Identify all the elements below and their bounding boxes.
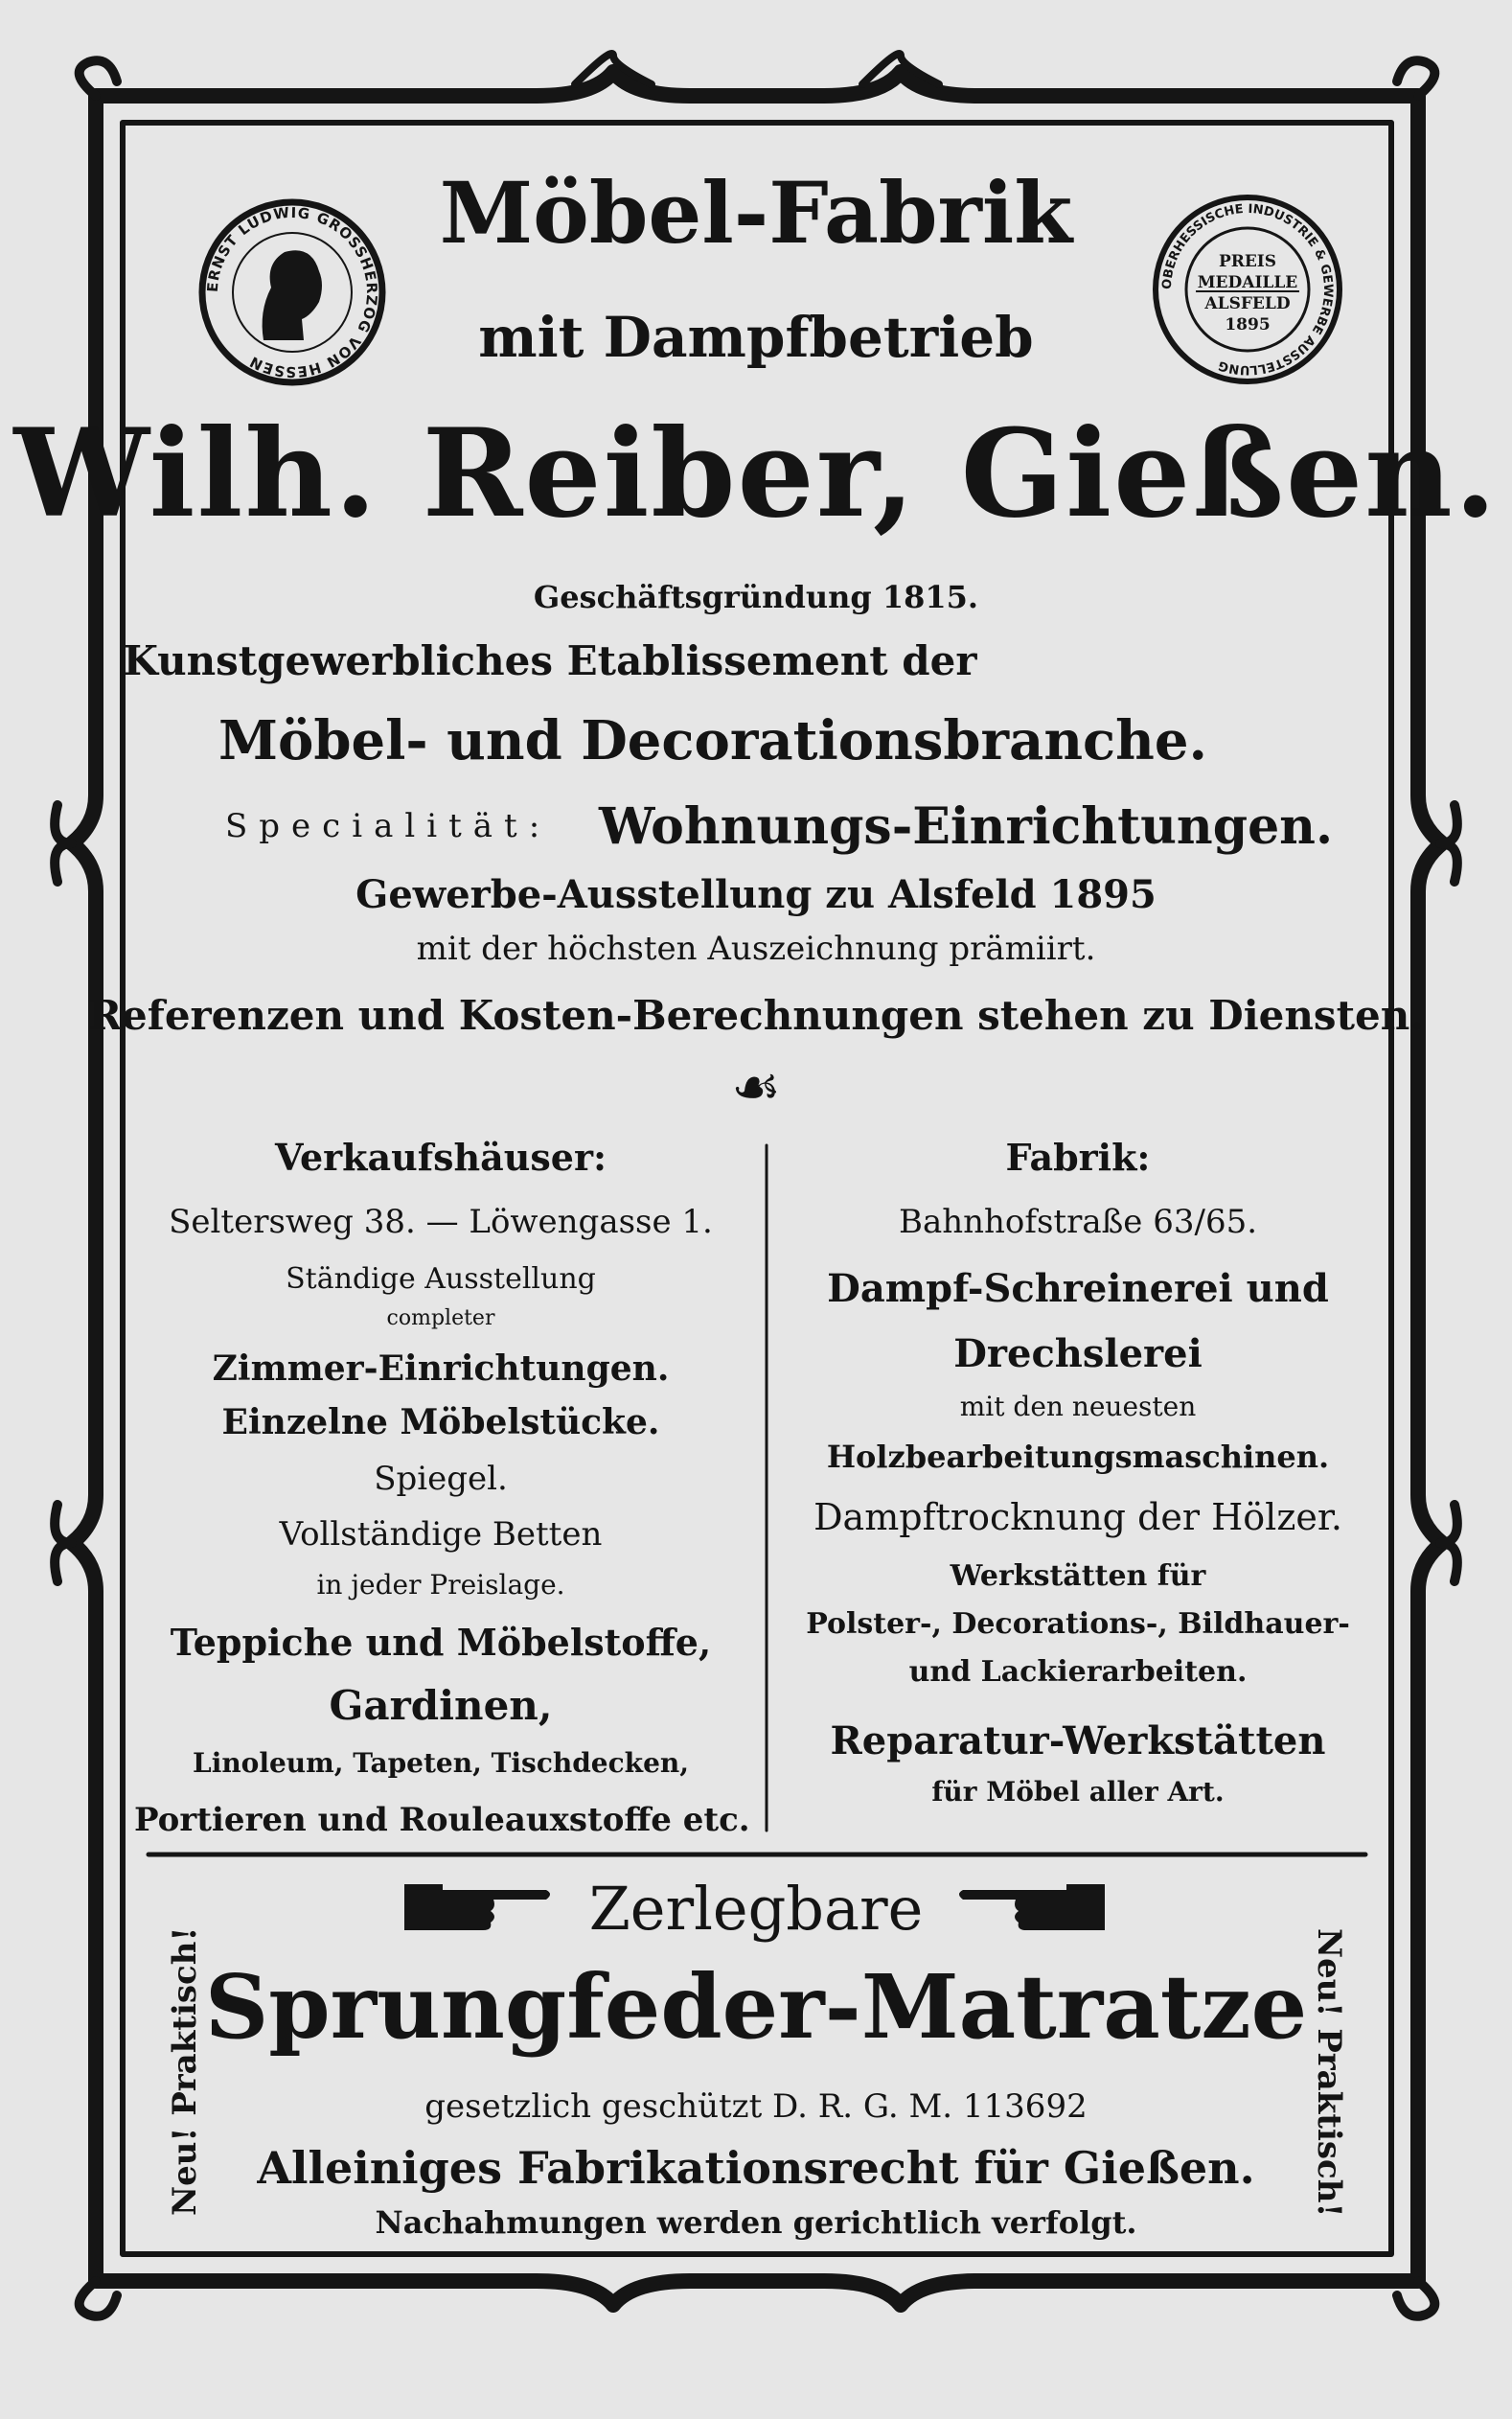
- factory-heading: Fabrik:: [1005, 1136, 1151, 1179]
- patent-line: gesetzlich geschützt D. R. G. M. 113692: [424, 2087, 1088, 2126]
- left-line-7: in jeder Preislage.: [316, 1569, 565, 1601]
- medal-line-3: ALSFELD: [1204, 294, 1291, 313]
- left-line-3: Zimmer-Einrichtungen.: [212, 1348, 670, 1389]
- factory-address: Bahnhofstraße 63/65.: [898, 1203, 1258, 1241]
- medal-line-2: MEDAILLE: [1197, 273, 1298, 292]
- left-line-9: Gardinen,: [329, 1682, 553, 1729]
- ornament-icon: ☙: [731, 1054, 781, 1119]
- right-line-2: Drechslerei: [953, 1331, 1203, 1376]
- right-line-6: Werkstätten für: [950, 1559, 1206, 1593]
- rights-line: Alleiniges Fabrikationsrecht für Gießen.: [257, 2142, 1255, 2194]
- company-name: Wilh. Reiber, Gießen.: [13, 403, 1499, 544]
- factory-column: [776, 1136, 1380, 1824]
- founded-line: Geschäftsgründung 1815.: [533, 579, 979, 615]
- left-line-5: Spiegel.: [374, 1460, 508, 1498]
- references-line: Referenzen und Kosten-Berechnungen stehen zu Diensten.: [88, 992, 1424, 1039]
- sales-houses-heading: Verkaufshäuser:: [274, 1136, 607, 1179]
- right-line-10: für Möbel aller Art.: [931, 1776, 1225, 1808]
- right-line-7: Polster-, Decorations-, Bildhauer-: [806, 1607, 1350, 1641]
- zerlegbare-line: Zerlegbare: [588, 1874, 924, 1944]
- side-text-right: Neu! Praktisch!: [1310, 1928, 1348, 2218]
- left-line-10: Linoleum, Tapeten, Tischdecken,: [193, 1747, 689, 1779]
- left-line-2: completer: [386, 1306, 495, 1330]
- right-line-5: Dampftrocknung der Hölzer.: [813, 1496, 1342, 1538]
- sales-houses-column: [134, 1136, 750, 1855]
- exhibition-line: Gewerbe-Ausstellung zu Alsfeld 1895: [355, 872, 1157, 917]
- branche-line: Möbel- und Decorationsbranche.: [218, 709, 1207, 772]
- right-line-3: mit den neuesten: [959, 1391, 1197, 1422]
- right-line-9: Reparatur-Werkstätten: [830, 1718, 1326, 1763]
- medal-line-4: 1895: [1225, 315, 1271, 334]
- medallion-text: ERNST LUDWIG GROSSHERZOG VON HESSEN: [203, 203, 381, 381]
- left-line-11: Portieren und Rouleauxstoffe etc.: [134, 1801, 750, 1839]
- medal-ring-text: OBERHESSISCHE INDUSTRIE & GEWERBE AUSSTELLUNG: [1159, 201, 1336, 378]
- right-line-4: Holzbearbeitungsmaschinen.: [826, 1439, 1330, 1475]
- establishment-line: Kunstgewerbliches Etablissement der: [123, 637, 977, 684]
- sales-address: Seltersweg 38. — Löwengasse 1.: [169, 1203, 713, 1241]
- right-line-1: Dampf-Schreinerei und: [827, 1266, 1329, 1311]
- left-line-8: Teppiche und Möbelstoffe,: [170, 1621, 712, 1664]
- product-name: Sprungfeder-Matratze: [204, 1955, 1308, 2059]
- page-title: Möbel-Fabrik: [439, 163, 1073, 263]
- award-line: mit der höchsten Auszeichnung prämiirt.: [416, 930, 1096, 968]
- warning-line: Nachahmungen werden gerichtlich verfolgt.: [375, 2204, 1137, 2241]
- left-line-1: Ständige Ausstellung: [286, 1262, 596, 1296]
- right-line-8: und Lackierarbeiten.: [908, 1655, 1248, 1689]
- speciality-label: Specialität:: [225, 807, 552, 845]
- subtitle: mit Dampfbetrieb: [478, 305, 1034, 370]
- left-line-6: Vollständige Betten: [279, 1515, 603, 1554]
- speciality-value: Wohnungs-Einrichtungen.: [599, 797, 1334, 856]
- medal-line-1: PREIS: [1218, 252, 1277, 271]
- left-line-4: Einzelne Möbelstücke.: [221, 1402, 660, 1442]
- side-text-left: Neu! Praktisch!: [166, 1926, 204, 2216]
